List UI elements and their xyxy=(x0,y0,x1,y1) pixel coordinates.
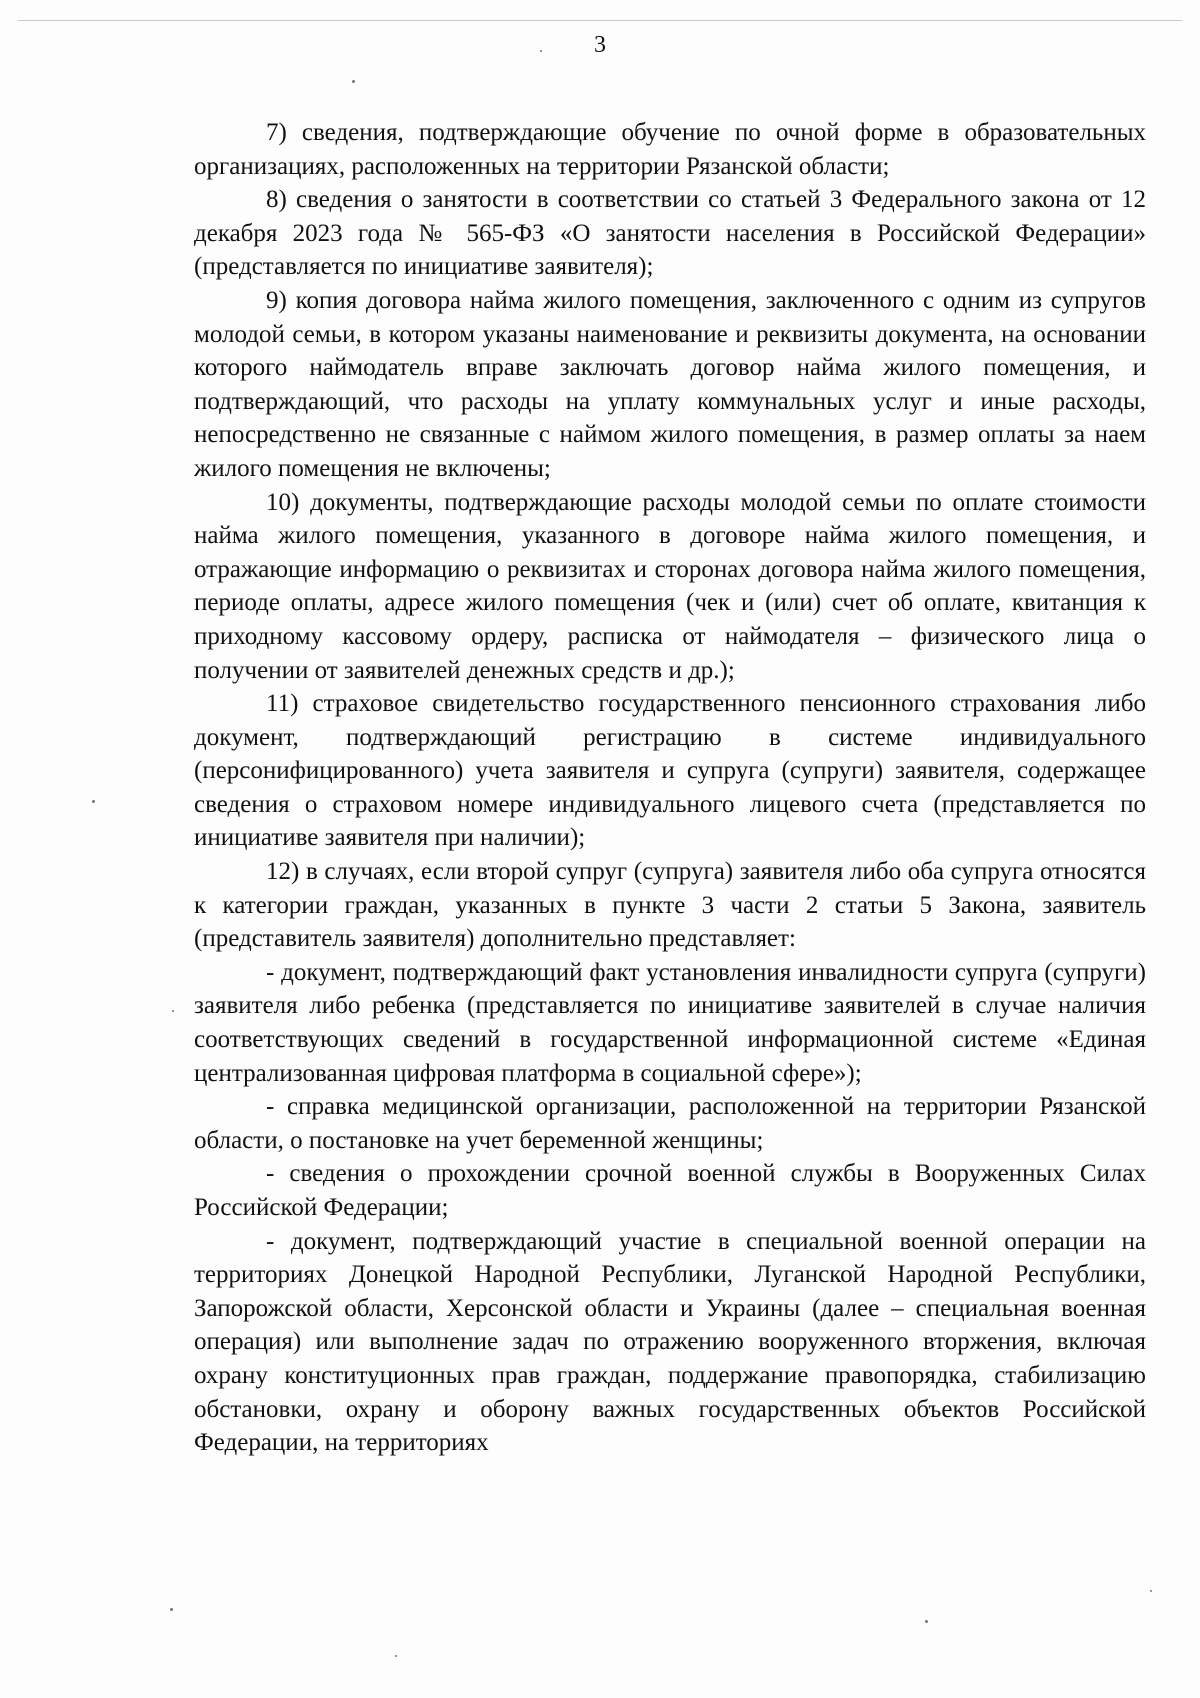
scan-speck xyxy=(540,50,542,52)
list-item-12: 12) в случаях, если второй супруг (супруга) заявителя либо оба супруга относятся к категории граждан, указанных в пункте 3 части 2 статьи 5 Закона, заявитель (представитель заявителя) дополнительно представляет: xyxy=(194,858,1146,953)
scan-speck xyxy=(925,1620,928,1623)
scan-speck xyxy=(1150,1590,1152,1592)
page-number: 3 xyxy=(594,32,606,58)
list-item-9: 9) копия договора найма жилого помещения, заключенного с одним из супругов молодой семьи, в котором указаны наименование и реквизиты документа, на основании которого наймодатель вправе заключать договор найма жилого помещения, и подтверждающий, что расходы на уплату коммунальных услуг и иные расходы, непосредственно не связанные с наймом жилого помещения, в размер оплаты за наем жилого помещения не включены; xyxy=(194,286,1146,482)
sub-item-disability-document: - документ, подтверждающий факт установления инвалидности супруга (супруги) заявителя либо ребенка (представляется по инициативе заявителей в случае наличия соответствующих сведений в государственной информационной системе «Единая централизованная цифровая платформа в социальной сфере»); xyxy=(194,958,1146,1087)
scan-speck xyxy=(92,800,95,803)
sub-item-military-service: - сведения о прохождении срочной военной службы в Вооруженных Силах Российской Федерации; xyxy=(194,1160,1146,1221)
list-item-10: 10) документы, подтверждающие расходы молодой семьи по оплате стоимости найма жилого помещения, указанного в договоре найма жилого помещения, и отражающие информацию о реквизитах и сторонах договора найма жилого помещения, периоде оплаты, адресе жилого помещения (чек и (или) счет об оплате, квитанция к приходному кассовому ордеру, расписка от наймодателя – физического лица о получении от заявителей денежных средств и др.); xyxy=(194,488,1146,684)
scan-speck xyxy=(172,1010,174,1012)
list-item-8: 8) сведения о занятости в соответствии со статьей 3 Федерального закона от 12 декабря 2023 года № 565-ФЗ «О занятости населения в Российской Федерации» (представляется по инициативе заявителя); xyxy=(194,186,1146,281)
sub-item-special-operation-document: - документ, подтверждающий участие в специальной военной операции на территориях Донецкой Народной Республики, Луганской Народной Республики, Запорожской области, Херсонской области и Украины (далее – специальная военная операция) или выполнение задач по отражению вооруженного вторжения, включая охрану конституционных прав граждан, поддержание правопорядка, стабилизацию обстановки, охрану и оборону важных государственных объектов Российской Федерации, на территориях xyxy=(194,1227,1146,1457)
scan-speck xyxy=(395,1655,397,1657)
scan-speck xyxy=(352,80,355,83)
scan-speck xyxy=(170,1608,173,1611)
list-item-7: 7) сведения, подтверждающие обучение по очной форме в образовательных организациях, расположенных на территории Рязанской области; xyxy=(194,119,1146,180)
list-item-11: 11) страховое свидетельство государственного пенсионного страхования либо документ, подтверждающий регистрацию в системе индивидуального (персонифицированного) учета заявителя и супруга (супруги) заявителя, содержащее сведения о страховом номере индивидуального лицевого счета (представляется по инициативе заявителя при наличии); xyxy=(194,690,1146,852)
scan-edge-line xyxy=(18,20,1182,21)
sub-item-medical-certificate: - справка медицинской организации, расположенной на территории Рязанской области, о постановке на учет беременной женщины; xyxy=(194,1093,1146,1154)
document-body xyxy=(194,116,1146,1460)
